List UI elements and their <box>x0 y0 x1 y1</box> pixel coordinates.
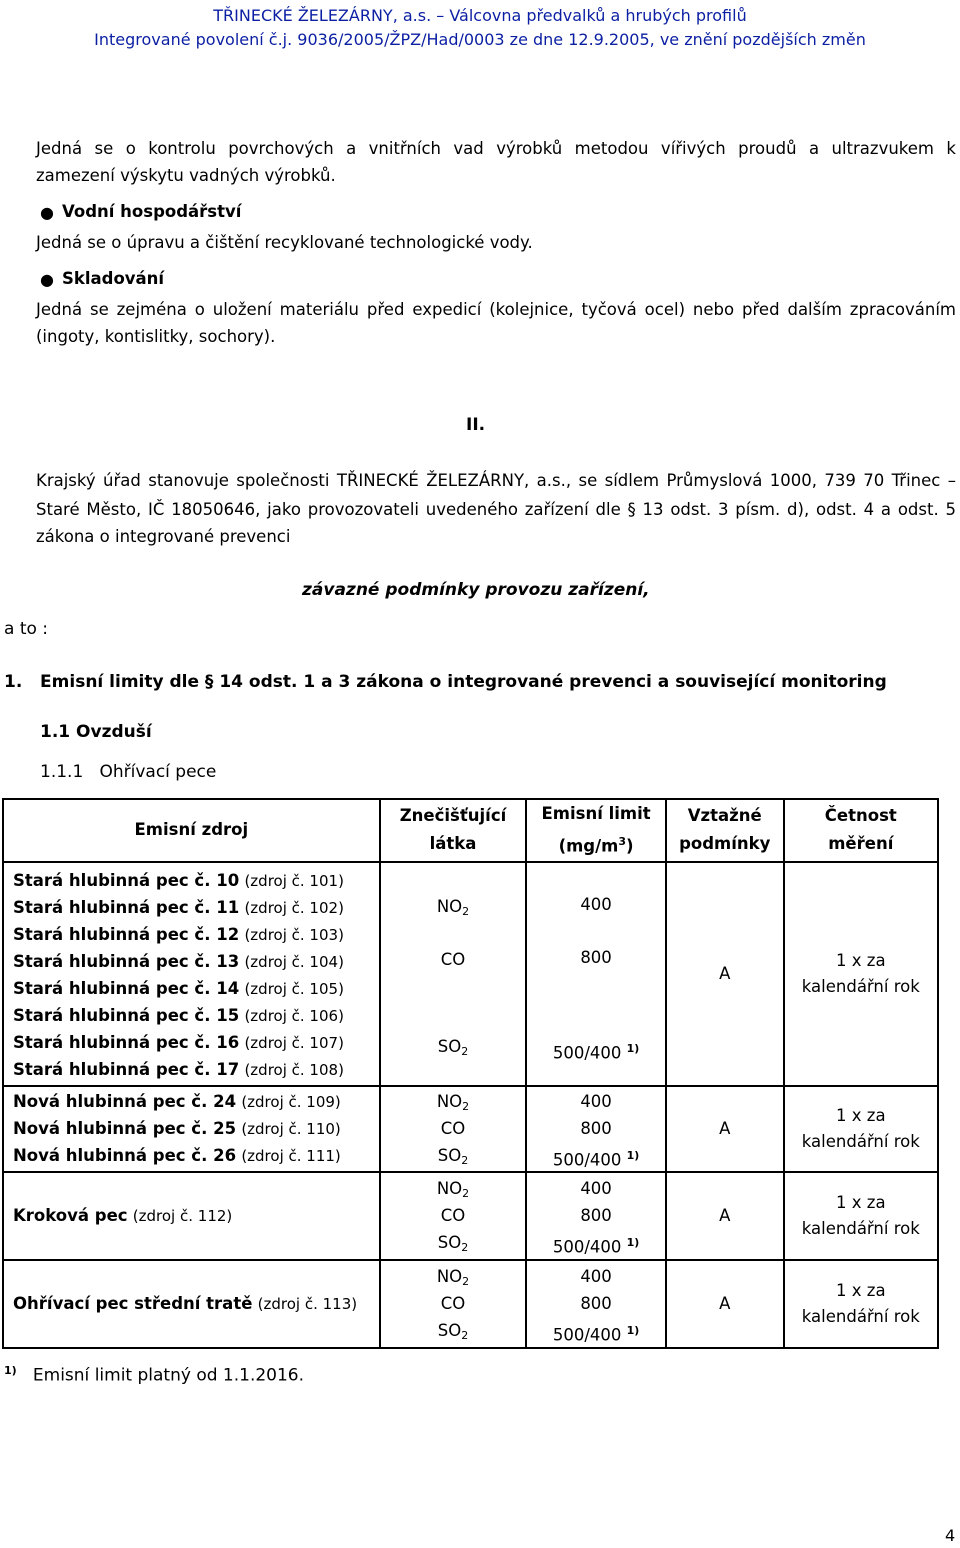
table-row <box>3 1172 938 1260</box>
limit-so2: 500/400 $^{1)}$ <box>552 1149 640 1170</box>
table-row <box>3 862 938 1086</box>
pollutant-cell <box>380 1086 527 1172</box>
limit-cell <box>526 1172 666 1260</box>
source-line: Nová hlubinná pec č. 25 (zdroj č. 110) <box>13 1119 341 1138</box>
col-header-frequency: Četnost měření <box>784 799 938 862</box>
section-text-3: zákona o integrované prevenci <box>36 527 291 546</box>
pollutant-cell <box>380 1260 527 1348</box>
limit-no2: 400 <box>580 1092 612 1111</box>
bullet-title-water: Vodní hospodářství <box>62 202 242 221</box>
source-line: Stará hlubinná pec č. 13 (zdroj č. 104) <box>13 951 344 971</box>
source-line: Stará hlubinná pec č. 15 (zdroj č. 106) <box>13 1005 344 1025</box>
section-text-1: Krajský úřad stanovuje společnosti TŘINECKÉ ŽELEZÁRNY, a.s., se sídlem Průmyslová 1000, 739 70 Třinec – <box>36 471 956 490</box>
pollutant-no2: $NO_2$ <box>436 1267 470 1288</box>
limit-co: 800 <box>580 1119 612 1138</box>
heading-furnaces: 1.1.1 Ohřívací pece <box>40 762 217 782</box>
frequency-cell: 1 x za kalendářní rok <box>784 862 938 1086</box>
source-line: Stará hlubinná pec č. 12 (zdroj č. 103) <box>13 924 344 944</box>
pollutant-co: CO <box>440 950 466 969</box>
limit-cell <box>526 1260 666 1348</box>
source-cell <box>3 862 380 1086</box>
condition-cell: A <box>666 1086 784 1172</box>
frequency-cell: 1 x za kalendářní rok <box>784 1172 938 1260</box>
heading-air: 1.1 Ovzduší <box>40 722 152 742</box>
pollutant-co: CO <box>440 1206 466 1225</box>
limit-cell <box>526 862 666 1086</box>
limit-so2: 500/400 $^{1)}$ <box>552 1042 640 1063</box>
table-row <box>3 1086 938 1172</box>
pollutant-so2: $SO_2$ <box>437 1233 469 1254</box>
bullet-text-storage-2: (ingoty, kontislitky, sochory). <box>36 327 276 346</box>
footnote <box>4 1364 304 1386</box>
limit-co: 800 <box>580 1294 612 1313</box>
limit-no2: 400 <box>580 1267 612 1286</box>
header-line-1: TŘINECKÉ ŽELEZÁRNY, a.s. – Válcovna předvalků a hrubých profilů <box>213 6 747 25</box>
limit-so2: 500/400 $^{1)}$ <box>552 1324 640 1345</box>
pollutant-no2: $NO_2$ <box>436 897 470 918</box>
pollutant-cell <box>380 862 527 1086</box>
pollutant-co: CO <box>440 1119 466 1138</box>
source-cell: Kroková pec (zdroj č. 112) <box>3 1172 380 1260</box>
a-to-label: a to : <box>4 619 49 639</box>
frequency-cell: 1 x za kalendářní rok <box>784 1260 938 1348</box>
col-header-source: Emisní zdroj <box>3 799 380 862</box>
bullet-icon: ● <box>40 270 54 289</box>
source-line: Stará hlubinná pec č. 14 (zdroj č. 105) <box>13 978 344 998</box>
table-header-row <box>3 799 938 862</box>
pollutant-so2: $SO_2$ <box>437 1037 469 1058</box>
col-header-pollutant: Znečišťující látka <box>380 799 527 862</box>
table-row <box>3 1260 938 1348</box>
section-text-2: Staré Město, IČ 18050646, jako provozovateli uvedeného zařízení dle § 13 odst. 3 písm. d), odst. 4 a odst. 5 <box>36 500 956 519</box>
frequency-cell: 1 x za kalendářní rok <box>784 1086 938 1172</box>
condition-cell: A <box>666 862 784 1086</box>
col-header-limit: Emisní limit $(mg/m^3)$ <box>526 799 666 862</box>
col-header-conditions: Vztažné podmínky <box>666 799 784 862</box>
limit-no2: 400 <box>580 895 612 914</box>
source-cell <box>3 1086 380 1172</box>
pollutant-no2: $NO_2$ <box>436 1092 470 1113</box>
condition-cell: A <box>666 1260 784 1348</box>
page-number: 4 <box>945 1526 956 1545</box>
intro-line-1: Jedná se o kontrolu povrchových a vnitřních vad výrobků metodou vířivých proudů a ultrazvukem k <box>36 139 956 158</box>
pollutant-no2: $NO_2$ <box>436 1179 470 1200</box>
source-line: Nová hlubinná pec č. 26 (zdroj č. 111) <box>13 1146 341 1165</box>
footnote-text: Emisní limit platný od 1.1.2016. <box>32 1365 305 1386</box>
pollutant-co: CO <box>440 1294 466 1313</box>
bullet-title-storage: Skladování <box>62 269 165 288</box>
source-cell: Ohřívací pec střední tratě (zdroj č. 113) <box>3 1260 380 1348</box>
emission-table <box>2 798 939 1349</box>
limit-co: 800 <box>580 1206 612 1225</box>
bullet-text-storage-1: Jedná se zejména o uložení materiálu před expedicí (kolejnice, tyčová ocel) nebo před dalším zpracováním <box>36 300 956 319</box>
limit-no2: 400 <box>580 1179 612 1198</box>
condition-cell: A <box>666 1172 784 1260</box>
section-numeral: II. <box>466 415 486 435</box>
pollutant-so2: $SO_2$ <box>437 1146 469 1167</box>
footnote-mark: 1) <box>4 1364 17 1377</box>
pollutant-cell <box>380 1172 527 1260</box>
intro-line-2: zamezení výskytu vadných výrobků. <box>36 166 336 185</box>
limit-cell <box>526 1086 666 1172</box>
source-line: Stará hlubinná pec č. 16 (zdroj č. 107) <box>13 1032 344 1052</box>
source-line: Stará hlubinná pec č. 10 (zdroj č. 101) <box>13 870 344 890</box>
source-line: Stará hlubinná pec č. 11 (zdroj č. 102) <box>13 897 344 917</box>
bullet-icon: ● <box>40 203 54 222</box>
heading-emission-limits: 1. Emisní limity dle § 14 odst. 1 a 3 zákona o integrované prevenci a související monitoring <box>4 672 887 692</box>
source-line: Stará hlubinná pec č. 17 (zdroj č. 108) <box>13 1059 344 1079</box>
pollutant-so2: $SO_2$ <box>437 1321 469 1342</box>
source-line: Nová hlubinná pec č. 24 (zdroj č. 109) <box>13 1092 341 1111</box>
bullet-text-water: Jedná se o úpravu a čištění recyklované technologické vody. <box>36 233 533 252</box>
header-line-2: Integrované povolení č.j. 9036/2005/ŽPZ/Had/0003 ze dne 12.9.2005, ve znění pozdějších změn <box>94 30 866 49</box>
limit-so2: 500/400 $^{1)}$ <box>552 1236 640 1257</box>
limit-co: 800 <box>580 948 612 967</box>
conditions-heading: závazné podmínky provozu zařízení, <box>302 580 650 600</box>
